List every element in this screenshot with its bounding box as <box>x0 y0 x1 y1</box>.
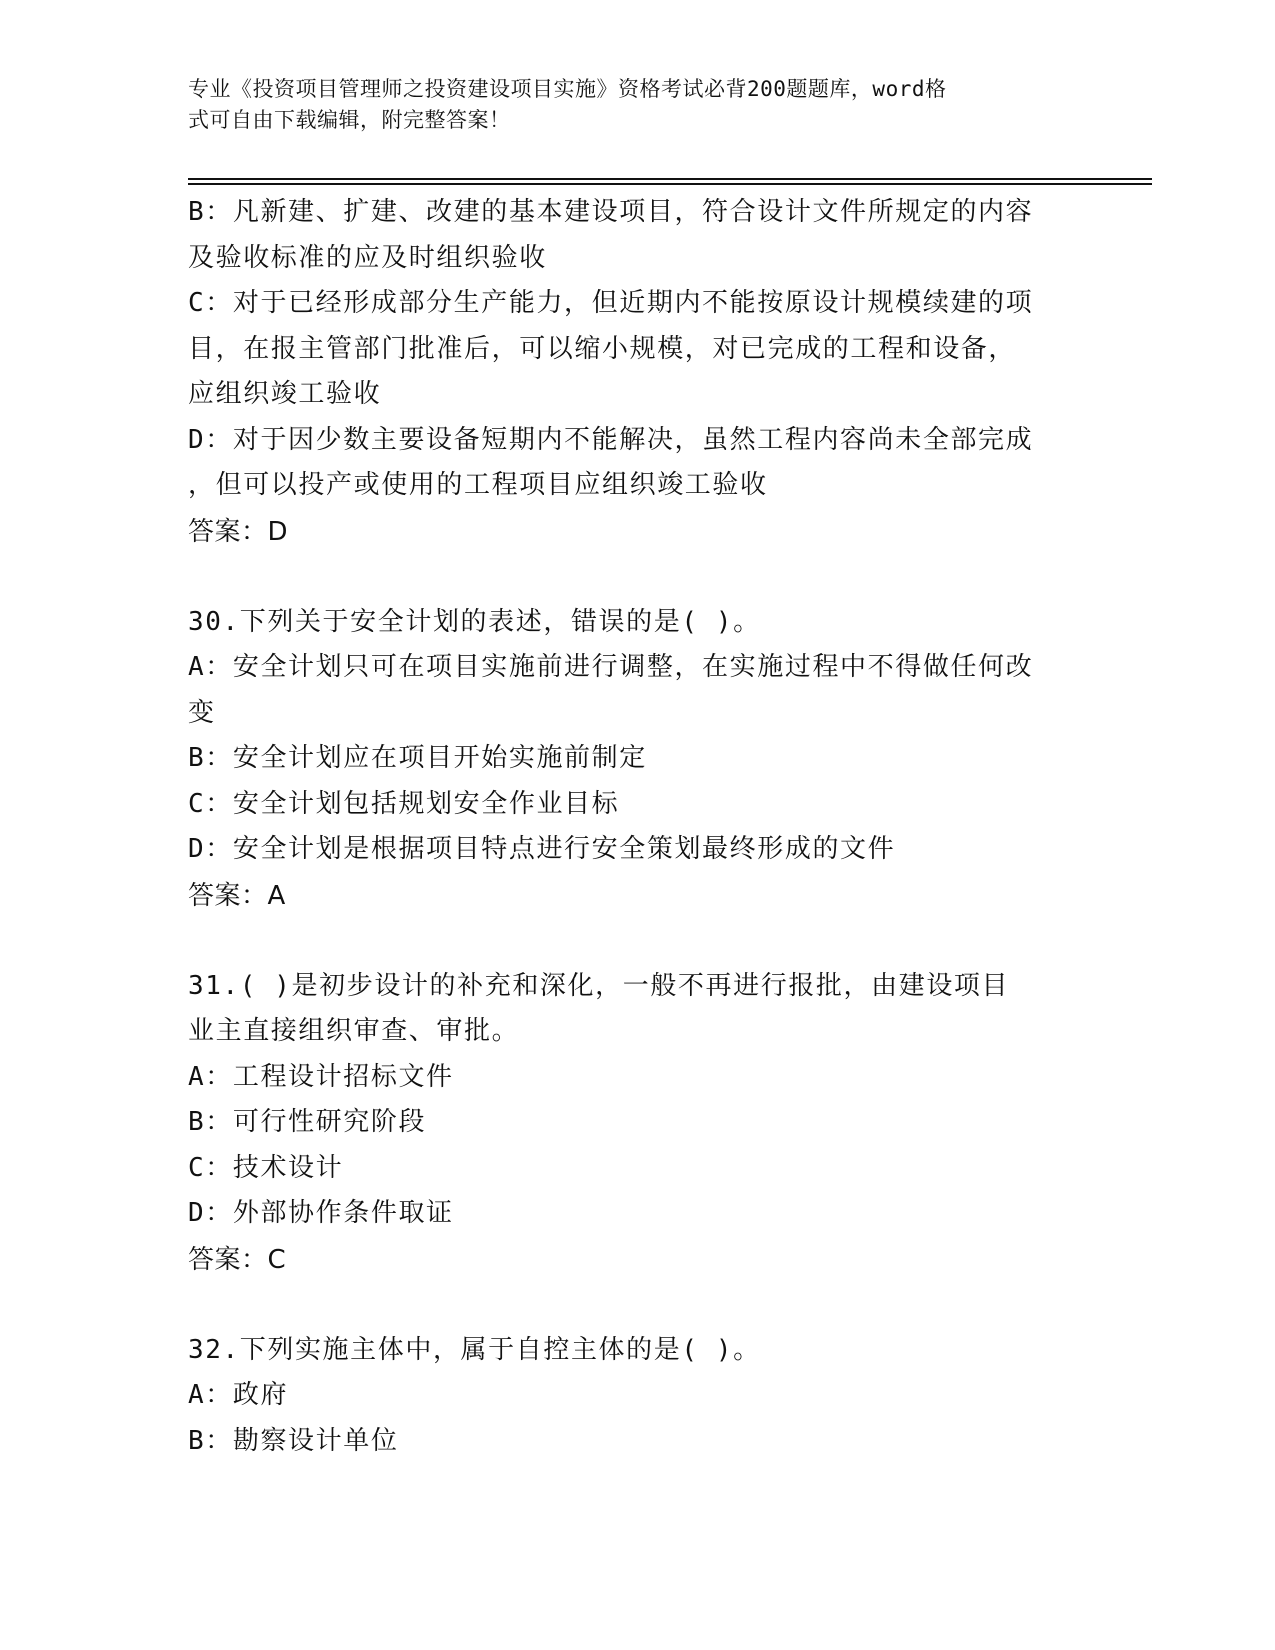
option-d-line-2: ，但可以投产或使用的工程项目应组织竣工验收 <box>188 470 768 500</box>
header-rule-bottom <box>188 183 1152 185</box>
option-d-line-1: D：对于因少数主要设备短期内不能解决，虽然工程内容尚未全部完成 <box>188 424 1034 455</box>
option-a: A：政府 <box>188 1380 289 1410</box>
question-text-line-1: 31.( )是初步设计的补充和深化，一般不再进行报批，由建设项目 <box>188 970 1010 1001</box>
spacer <box>188 1283 1088 1328</box>
header-line-2: 式可自由下载编辑，附完整答案！ <box>188 108 511 132</box>
question-text-line-2: 业主直接组织审查、审批。 <box>188 1016 520 1046</box>
header-rule-top <box>188 178 1152 180</box>
option-a-line-2: 变 <box>188 697 216 728</box>
question-text: 32.下列实施主体中，属于自控主体的是( )。 <box>188 1334 761 1365</box>
option-c: C：安全计划包括规划安全作业目标 <box>188 788 620 819</box>
option-c-line-3: 应组织竣工验收 <box>188 379 382 409</box>
question-content <box>188 190 1088 1464</box>
option-b: B：勘察设计单位 <box>188 1425 399 1456</box>
option-a: A：工程设计招标文件 <box>188 1061 454 1092</box>
question-text: 30.下列关于安全计划的表述，错误的是( )。 <box>188 606 761 637</box>
answer-label: 答案：D <box>188 516 289 547</box>
option-c: C：技术设计 <box>188 1152 344 1183</box>
option-b: B：安全计划应在项目开始实施前制定 <box>188 743 647 773</box>
question-32-block <box>188 1328 1088 1465</box>
question-31-block <box>188 964 1088 1283</box>
answer-label: 答案：C <box>188 1244 287 1275</box>
answer-label: 答案：A <box>188 880 286 911</box>
option-b-line-1: B：凡新建、扩建、改建的基本建设项目，符合设计文件所规定的内容 <box>188 197 1034 227</box>
option-c-line-1: C：对于已经形成部分生产能力，但近期内不能按原设计规模续建的项 <box>188 288 1034 318</box>
option-b-line-2: 及验收标准的应及时组织验收 <box>188 242 547 273</box>
option-a-line-1: A：安全计划只可在项目实施前进行调整，在实施过程中不得做任何改 <box>188 652 1034 682</box>
option-d: D：安全计划是根据项目特点进行安全策划最终形成的文件 <box>188 834 896 864</box>
header-line-1: 专业《投资项目管理师之投资建设项目实施》资格考试必背200题题库，word格 <box>188 77 947 101</box>
question-30-block <box>188 600 1088 919</box>
prev-question-block <box>188 190 1088 555</box>
option-c-line-2: 目，在报主管部门批准后，可以缩小规模，对已完成的工程和设备， <box>188 333 1017 364</box>
option-d: D：外部协作条件取证 <box>188 1198 454 1228</box>
option-b: B：可行性研究阶段 <box>188 1107 427 1137</box>
document-header <box>188 74 1068 136</box>
spacer <box>188 919 1088 964</box>
spacer <box>188 555 1088 600</box>
